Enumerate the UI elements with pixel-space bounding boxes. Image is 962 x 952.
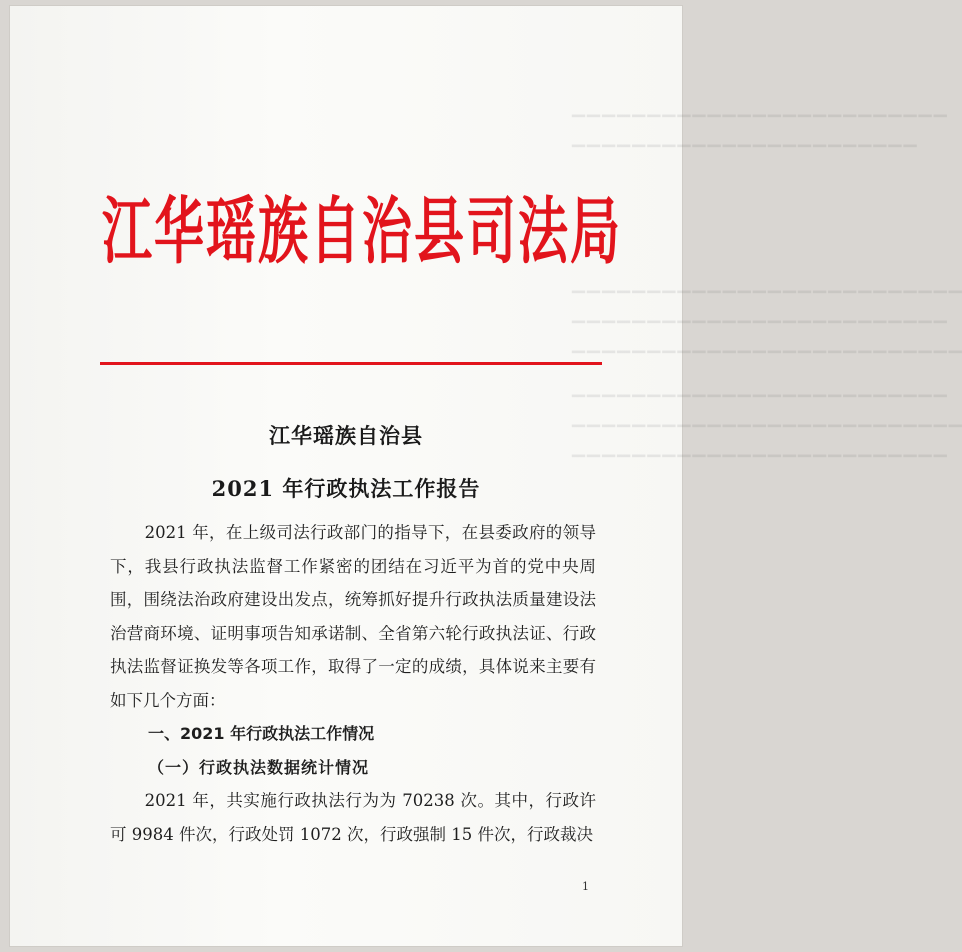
- section-heading: 一、2021 年行政执法工作情况: [148, 724, 375, 743]
- subsection-heading: （一）行政执法数据统计情况: [148, 757, 370, 777]
- document-body: [110, 516, 596, 851]
- document-page: [10, 6, 962, 946]
- red-divider-rule: [100, 362, 602, 365]
- bleed-through-texture: ▁▁▁▁▁▁▁▁▁▁▁▁▁▁▁▁▁▁▁▁▁▁▁▁▁▁: [570, 408, 962, 428]
- red-header-organization: 江华瑶族自治县司法局: [102, 188, 622, 275]
- page-number: 1: [582, 880, 589, 893]
- intro-paragraph: 2021 年，在上级司法行政部门的指导下，在县委政府的领导下，我县行政执法监督工作紧密的团结在习近平为首的党中央周围，围绕法治政府建设出发点，统筹抓好提升行政执法质量建设法治营商环境、证明事项告知承诺制、全省第六轮行政执法证、行政执法监督证换发等各项工作，取得了一定的成绩，具体说来主要有如下几个方面：: [110, 523, 596, 710]
- bleed-through-texture: ▁▁▁▁▁▁▁▁▁▁▁▁▁▁▁▁▁▁▁▁▁▁▁▁▁: [570, 378, 947, 398]
- document-title-line2: 2021 年行政执法工作报告: [211, 476, 481, 501]
- bleed-through-texture: ▁▁▁▁▁▁▁▁▁▁▁▁▁▁▁▁▁▁▁▁▁▁▁▁▁▁: [570, 334, 962, 354]
- bleed-through-texture: ▁▁▁▁▁▁▁▁▁▁▁▁▁▁▁▁▁▁▁▁▁▁▁: [570, 128, 917, 148]
- bleed-through-texture: ▁▁▁▁▁▁▁▁▁▁▁▁▁▁▁▁▁▁▁▁▁▁▁▁▁: [570, 304, 947, 324]
- bleed-through-texture: ▁▁▁▁▁▁▁▁▁▁▁▁▁▁▁▁▁▁▁▁▁▁▁▁▁▁: [570, 274, 962, 294]
- bleed-through-texture: ▁▁▁▁▁▁▁▁▁▁▁▁▁▁▁▁▁▁▁▁▁▁▁▁▁: [570, 98, 947, 118]
- bleed-through-texture: ▁▁▁▁▁▁▁▁▁▁▁▁▁▁▁▁▁▁▁▁▁▁▁▁▁: [570, 438, 947, 458]
- document-title-line1: 江华瑶族自治县: [269, 423, 423, 448]
- stats-paragraph: 2021 年，共实施行政执法行为为 70238 次。其中，行政许可 9984 件次，行政处罚 1072 次，行政强制 15 件次，行政裁决: [110, 791, 596, 844]
